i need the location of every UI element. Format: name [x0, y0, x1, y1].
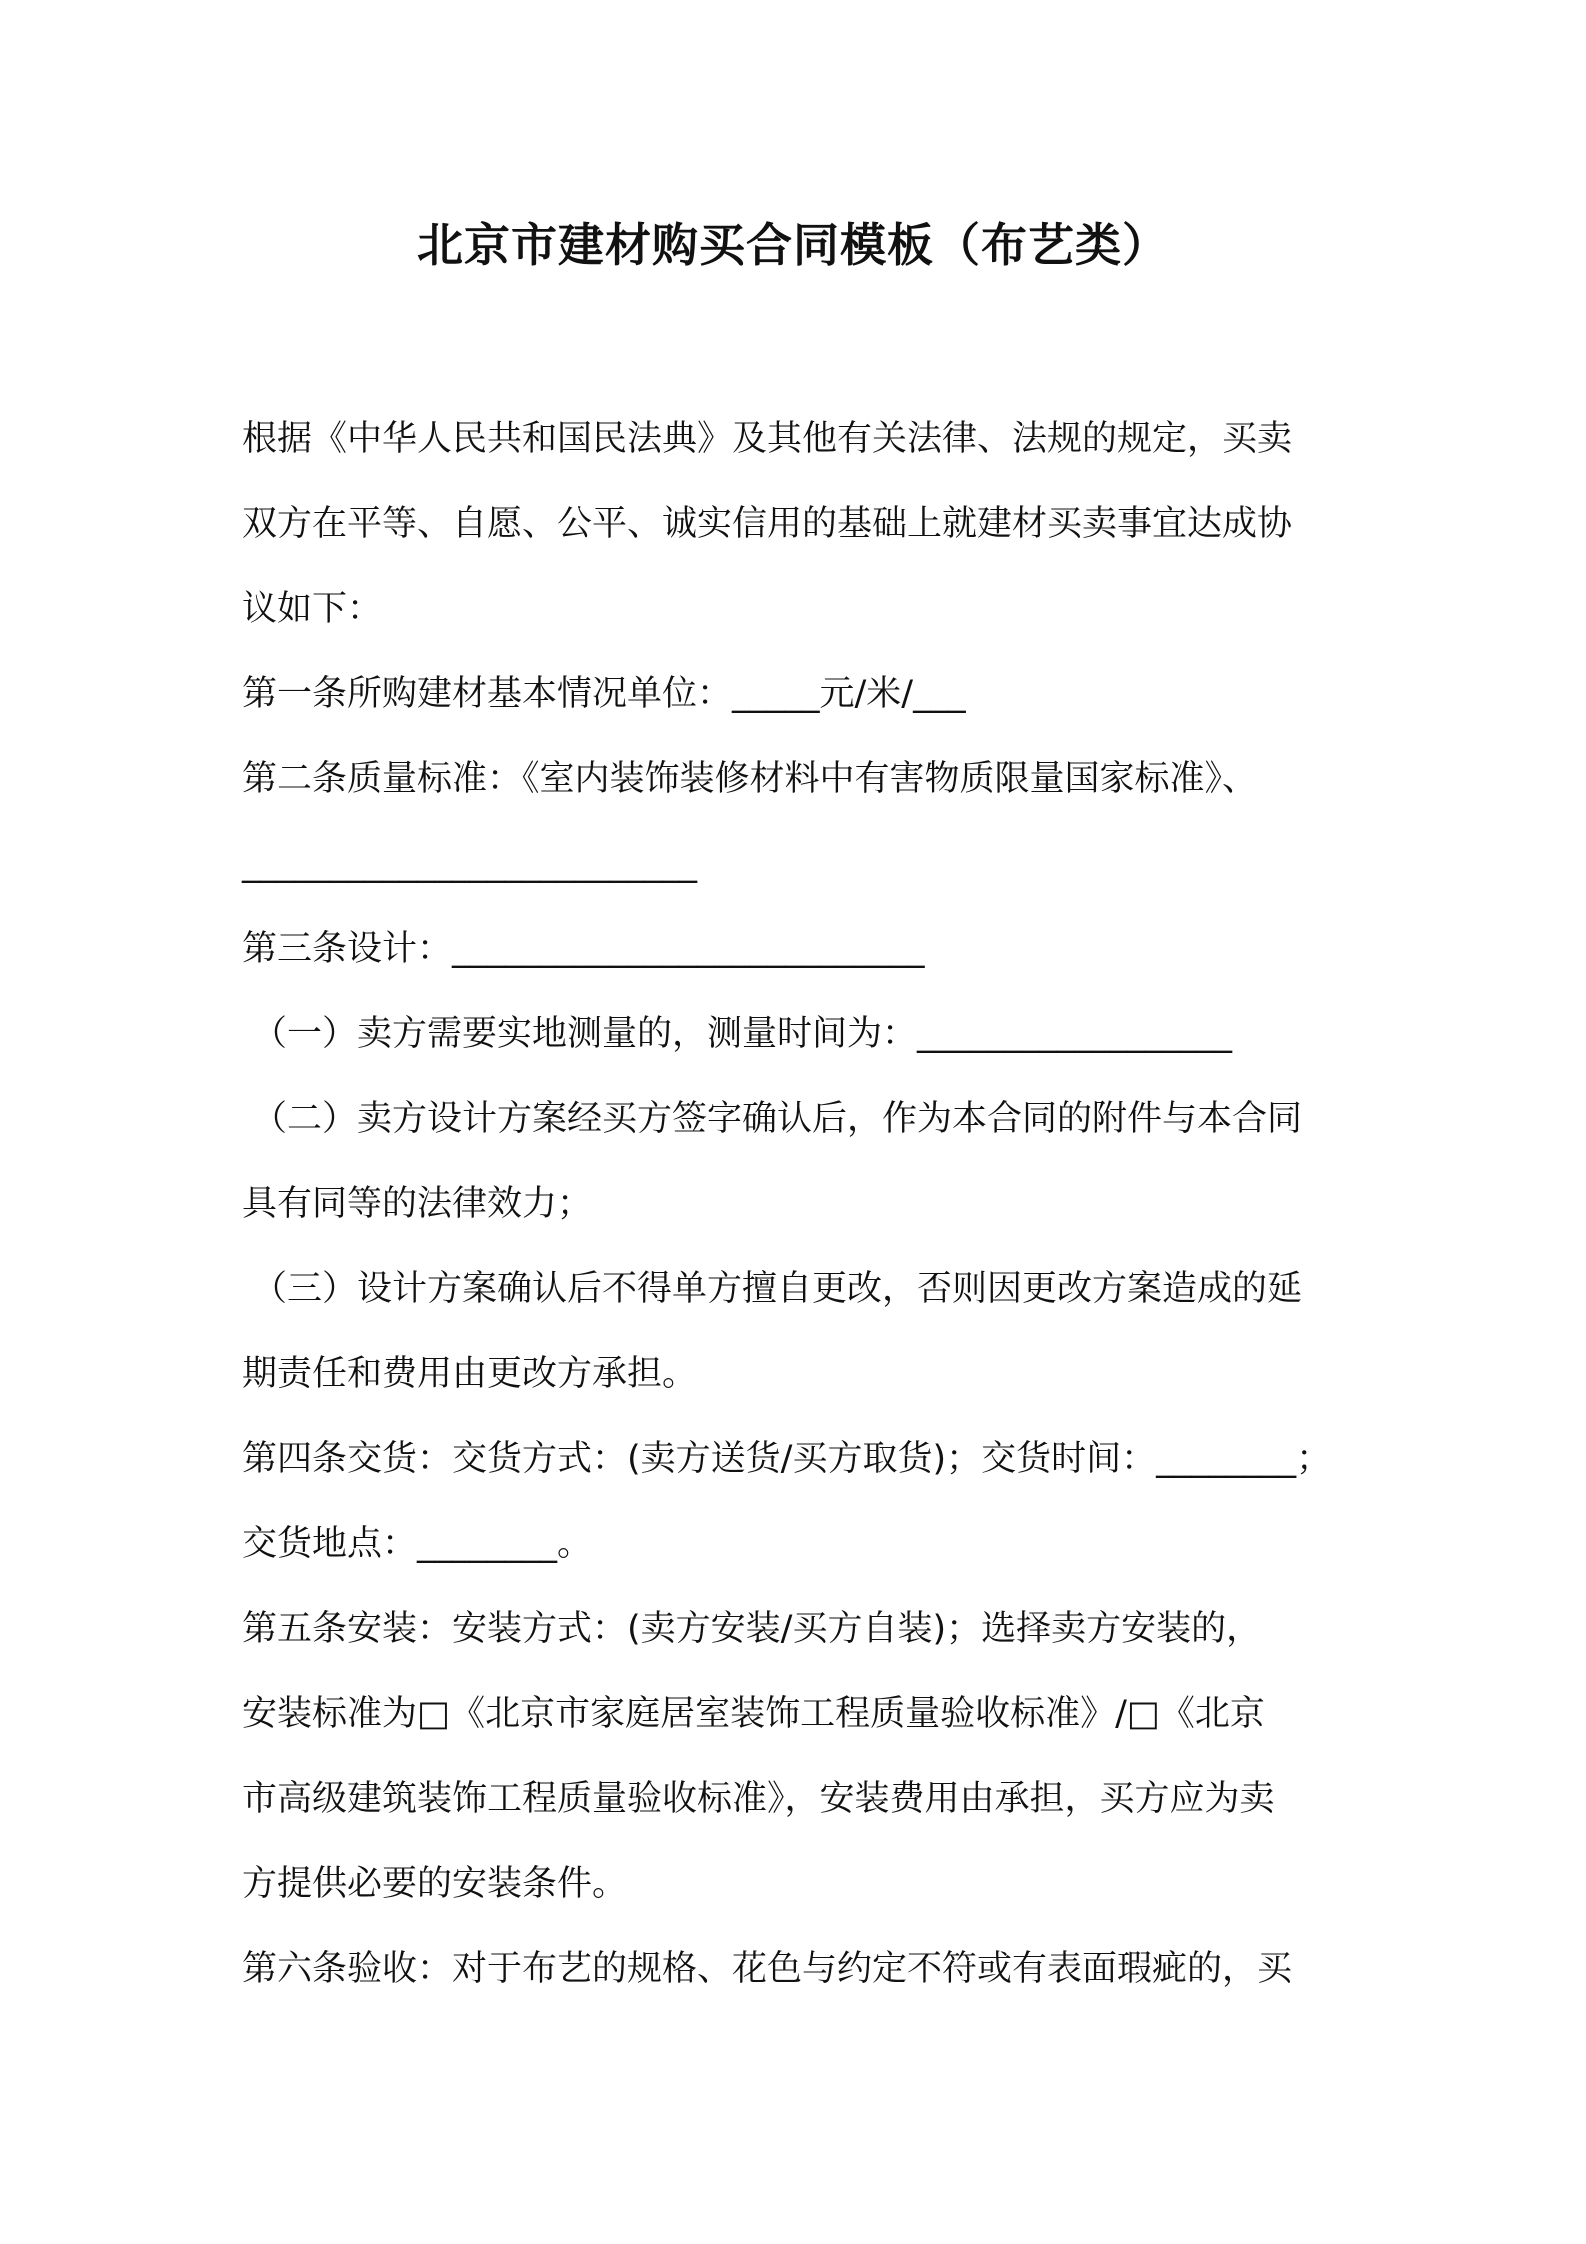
- article-3-item-1: （一）卖方需要实地测量的，测量时间为：__________________: [252, 1014, 1233, 1054]
- article-3-item-3: （三）设计方案确认后不得单方擅自更改，否则因更改方案造成的延: [252, 1269, 1303, 1309]
- article-4-line: 第四条交货：交货方式：(卖方送货/买方取货)；交货时间：________；: [242, 1439, 1332, 1479]
- text-line: 交货地点：________。: [242, 1524, 593, 1564]
- document-title: 北京市建材购买合同模板（布艺类）: [417, 218, 1169, 272]
- text-line: 期责任和费用由更改方承担。: [242, 1354, 698, 1394]
- article-2-line: 第二条质量标准：《室内装饰装修材料中有害物质限量国家标准》、: [242, 759, 1258, 799]
- article-3-line: 第三条设计：___________________________: [242, 929, 925, 969]
- article-6-line: 第六条验收：对于布艺的规格、花色与约定不符或有表面瑕疵的，买: [242, 1949, 1293, 1989]
- article-1-line: 第一条所购建材基本情况单位：_____元/米/___: [242, 674, 966, 714]
- text-line: 具有同等的法律效力；: [242, 1184, 593, 1224]
- document-body: [242, 397, 1364, 2012]
- text-line: 方提供必要的安装条件。: [242, 1864, 628, 1904]
- text-line: 安装标准为□《北京市家庭居室装饰工程质量验收标准》/□《北京: [242, 1694, 1265, 1734]
- article-3-item-2: （二）卖方设计方案经买方签字确认后，作为本合同的附件与本合同: [252, 1099, 1303, 1139]
- text-line: 议如下：: [242, 589, 383, 629]
- article-5-line: 第五条安装：安装方式：(卖方安装/买方自装)；选择卖方安装的，: [242, 1609, 1262, 1649]
- text-line: 市高级建筑装饰工程质量验收标准》，安装费用由承担，买方应为卖: [242, 1779, 1275, 1819]
- text-line: 双方在平等、自愿、公平、诚实信用的基础上就建材买卖事宜达成协: [242, 504, 1293, 544]
- text-line: 根据《中华人民共和国民法典》及其他有关法律、法规的规定，买卖: [242, 419, 1293, 459]
- article-2-blank-line: __________________________: [242, 844, 697, 884]
